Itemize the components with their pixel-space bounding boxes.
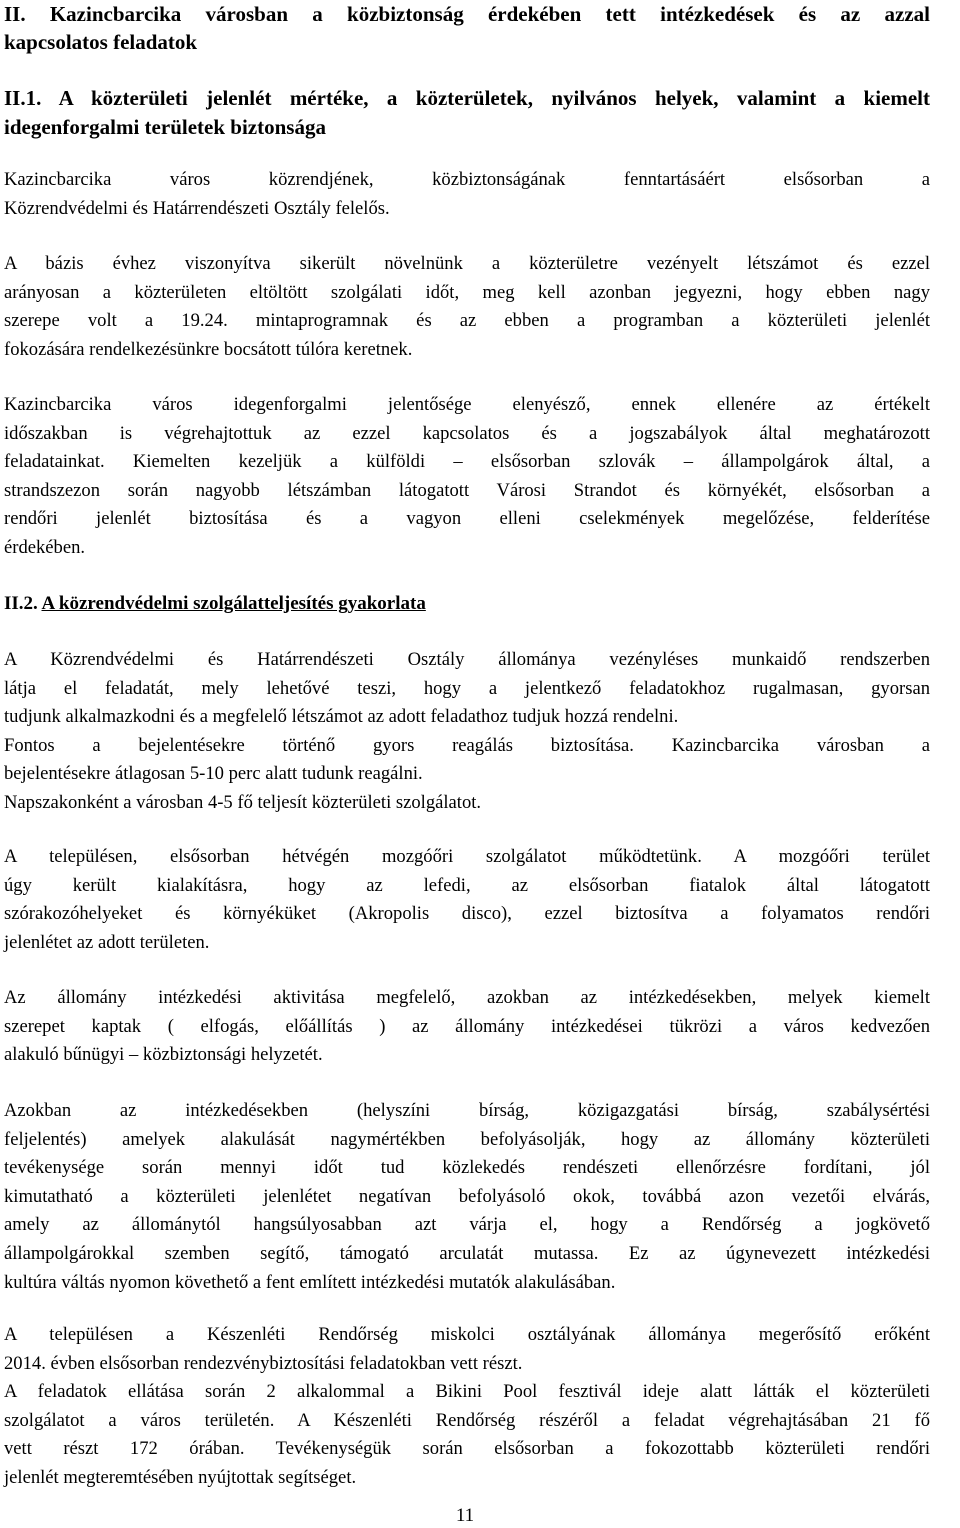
paragraph-line: Napszakonként a városban 4-5 fő teljesít közterületi szolgálatot. bbox=[4, 791, 482, 813]
paragraph-line: A településen a Készenléti Rendőrség miskolci osztályának állománya megerősítő erőként bbox=[4, 1324, 930, 1345]
section-2-paragraph-1 bbox=[4, 646, 930, 818]
page-number: 11 bbox=[455, 1505, 475, 1526]
paragraph-line: A feladatok ellátása során 2 alkalommal a Bikini Pool fesztivál ideje alatt látták el közterületi bbox=[4, 1381, 930, 1403]
chapter-heading-line-1: II. Kazincbarcika városban a közbiztonság érdekében tett intézkedések és az azzal bbox=[4, 2, 930, 26]
paragraph-line: fokozására rendelkezésünkre bocsátott túlóra keretnek. bbox=[4, 338, 413, 360]
paragraph-line: Fontos a bejelentésekre történő gyors reagálás biztosítása. Kazincbarcika városban a bbox=[4, 734, 930, 756]
paragraph-line: érdekében. bbox=[4, 536, 86, 558]
paragraph-line: Kazincbarcika város idegenforgalmi jelentősége elenyésző, ennek ellenére az értékelt bbox=[4, 394, 930, 415]
section-1-heading-line-1: II.1. A közterületi jelenlét mértéke, a közterületek, nyilvános helyek, valamint a kiemelt bbox=[4, 86, 930, 110]
section-2-number: II.2. bbox=[4, 593, 38, 614]
paragraph-line: feladatainkat. Kiemelten kezeljük a külföldi – elsősorban szlovák – állampolgárok által, a bbox=[4, 451, 930, 473]
paragraph-line: kultúra váltás nyomon követhető a fent említett intézkedési mutatók alakulásában. bbox=[4, 1271, 616, 1293]
paragraph-line: strandszezon során nagyobb létszámban látogatott Városi Strandot és környékét, elsősorban a bbox=[4, 479, 930, 501]
section-2-paragraph-4 bbox=[4, 1097, 930, 1297]
paragraph-line: A Közrendvédelmi és Határrendészeti Osztály állománya vezényléses munkaidő rendszerben bbox=[4, 649, 930, 670]
section-2-paragraph-3 bbox=[4, 984, 930, 1070]
paragraph-line: arányosan a közterületen eltöltött szolgálati időt, meg kell azonban jegyezni, hogy ebben nagy bbox=[4, 281, 930, 303]
paragraph-line: úgy került kialakításra, hogy az lefedi, az elsősorban fiatalok által látogatott bbox=[4, 874, 930, 896]
paragraph-line: szerepe volt a 19.24. mintaprogramnak és az ebben a programban a közterületi jelenlét bbox=[4, 310, 930, 332]
paragraph-line: szórakozóhelyeket és környéküket (Akropolis disco), ezzel biztosítva a folyamatos rendőri bbox=[4, 903, 930, 925]
paragraph-line: Közrendvédelmi és Határrendészeti Osztály felelős. bbox=[4, 197, 390, 219]
section-2-paragraph-5 bbox=[4, 1321, 930, 1493]
chapter-heading bbox=[4, 0, 930, 56]
section-1-paragraph-2 bbox=[4, 250, 930, 364]
paragraph-line: 2014. évben elsősorban rendezvénybiztosítási feladatokban vett részt. bbox=[4, 1352, 523, 1374]
paragraph-line: látja el feladatát, mely lehetővé teszi, hogy a jelentkező feladatokhoz rugalmasan, gyorsan bbox=[4, 677, 930, 699]
paragraph-line: vett részt 172 órában. Tevékenységük során elsősorban a fokozottabb közterületi rendőri bbox=[4, 1438, 930, 1460]
paragraph-line: A bázis évhez viszonyítva sikerült növelnünk a közterületre vezényelt létszámot és ezzel bbox=[4, 253, 930, 274]
paragraph-line: jelenlét megteremtésében nyújtottak segítséget. bbox=[4, 1466, 357, 1488]
paragraph-line: Azokban az intézkedésekben (helyszíni bírság, közigazgatási bírság, szabálysértési bbox=[4, 1100, 930, 1121]
section-1-heading-line-2: idegenforgalmi területek biztonsága bbox=[4, 115, 326, 139]
paragraph-line: állampolgárokkal szemben segítő, támogató arculatát mutassa. Ez az úgynevezett intézkedési bbox=[4, 1242, 930, 1264]
section-1-paragraph-3 bbox=[4, 391, 930, 563]
paragraph-line: tevékenysége során mennyi időt tud közlekedés rendészeti ellenőrzésre fordítani, jól bbox=[4, 1157, 930, 1179]
paragraph-line: Az állomány intézkedési aktivitása megfelelő, azokban az intézkedésekben, melyek kiemelt bbox=[4, 987, 930, 1008]
paragraph-line: időszakban is végrehajtottuk az ezzel kapcsolatos és a jogszabályok által meghatározott bbox=[4, 422, 930, 444]
paragraph-line: Kazincbarcika város közrendjének, közbiztonságának fenntartásáért elsősorban a bbox=[4, 169, 930, 190]
paragraph-line: szolgálatot a város területén. A Készenléti Rendőrség részéről a feladat végrehajtásában 21 fő bbox=[4, 1409, 930, 1431]
paragraph-line: kimutatható a közterületi jelenlétet negatívan befolyásoló okok, továbbá azon vezetői elvárás, bbox=[4, 1185, 930, 1207]
paragraph-line: A településen, elsősorban hétvégén mozgóőri szolgálatot működtetünk. A mozgóőri terület bbox=[4, 846, 930, 867]
paragraph-line: bejelentésekre átlagosan 5-10 perc alatt tudunk reagálni. bbox=[4, 763, 423, 785]
section-2-heading bbox=[4, 590, 930, 618]
section-1-paragraph-1 bbox=[4, 166, 930, 223]
section-2-paragraph-2 bbox=[4, 843, 930, 957]
chapter-heading-line-2: kapcsolatos feladatok bbox=[4, 30, 198, 54]
section-2-title: A közrendvédelmi szolgálatteljesítés gyakorlata bbox=[41, 593, 426, 614]
paragraph-line: alakuló bűnügyi – közbiztonsági helyzetét. bbox=[4, 1044, 323, 1066]
paragraph-line: szerepet kaptak ( elfogás, előállítás ) az állomány intézkedései tükrözi a város kedvezően bbox=[4, 1015, 930, 1037]
section-1-heading bbox=[4, 84, 930, 142]
paragraph-line: rendőri jelenlét biztosítása és a vagyon elleni cselekmények megelőzése, felderítése bbox=[4, 508, 930, 530]
paragraph-line: feljelentés) amelyek alakulását nagymértékben befolyásolják, hogy az állomány közterületi bbox=[4, 1128, 930, 1150]
paragraph-line: amely az állománytól hangsúlyosabban azt várja el, hogy a Rendőrség a jogkövető bbox=[4, 1214, 930, 1236]
paragraph-line: tudjunk alkalmazkodni és a megfelelő létszámot az adott feladathoz tudjuk hozzá rendelni. bbox=[4, 706, 679, 728]
paragraph-line: jelenlétet az adott területen. bbox=[4, 931, 210, 953]
